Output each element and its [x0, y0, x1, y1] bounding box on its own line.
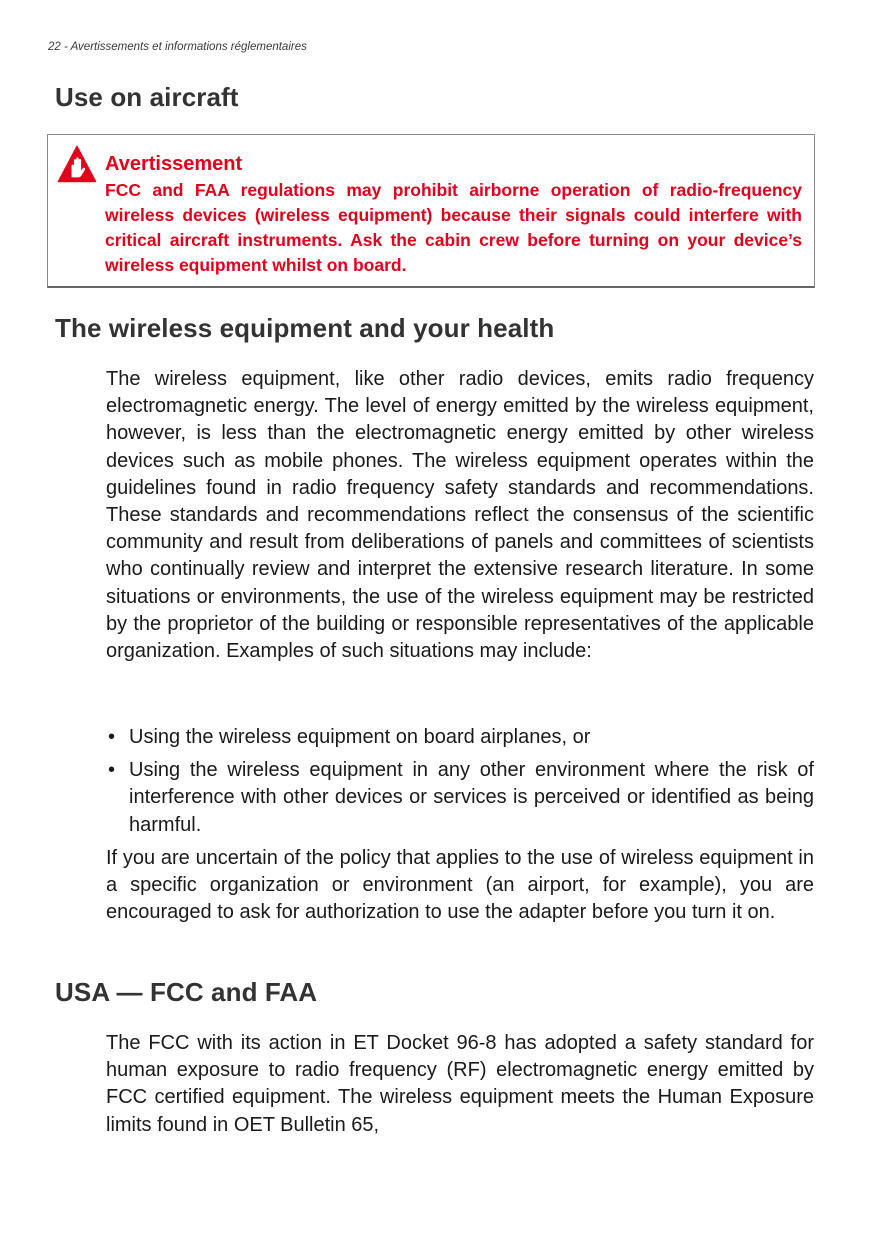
bullet-text: Using the wireless equipment in any other environment where the risk of interference with other devices or services is perceived or identified as being harmful. — [129, 759, 814, 836]
warning-title: Avertissement — [105, 153, 243, 175]
health-paragraph-2: If you are uncertain of the policy that applies to the use of wireless equipment in a specific organization or environment (an airport, for example), you are encouraged to ask for authorization to use the adapter before you turn it on. — [106, 847, 814, 924]
health-bullet-list — [106, 724, 814, 845]
heading-usa-fcc-faa: USA — FCC and FAA — [55, 977, 318, 1007]
bullet-mark: • — [108, 759, 116, 782]
heading-use-on-aircraft: Use on aircraft — [55, 82, 239, 112]
page-running-header: 22 - Avertissements et informations réglementaires — [48, 41, 307, 53]
list-item — [106, 724, 814, 751]
health-paragraph-1: The wireless equipment, like other radio devices, emits radio frequency electromagnetic energy. The level of energy emitted by the wireless equipment, however, is less than the electromagnetic energy emitted by other wireless devices such as mobile phones. The wireless equipment operates within the guidelines found in radio frequency safety standards and recommendations. These standards and recommendations reflect the consensus of the scientific community and result from deliberations of panels and committees of scientists who continually review and interpret the extensive research literature. In some situations or environments, the use of the wireless equipment may be restricted by the proprietor of the building or responsible representatives of the applicable organization. Examples of such situations may include: — [106, 368, 814, 663]
warning-box — [47, 134, 815, 288]
heading-wireless-health: The wireless equipment and your health — [55, 313, 555, 343]
usa-paragraph-1: The FCC with its action in ET Docket 96-8 has adopted a safety standard for human exposure to radio frequency (RF) electromagnetic energy emitted by FCC certified equipment. The wireless equipment meets the Human Exposure limits found in OET Bulletin 65, — [106, 1032, 814, 1136]
bullet-mark: • — [108, 726, 116, 748]
warning-hand-icon — [57, 145, 97, 183]
list-item — [106, 757, 814, 839]
bullet-text: Using the wireless equipment on board airplanes, or — [129, 726, 591, 748]
warning-text: FCC and FAA regulations may prohibit airborne operation of radio-frequency wireless devices (wireless equipment) because their signals could interfere with critical aircraft instruments. Ask the cabin crew before turning on your device’s wireless equipment whilst on board. — [105, 180, 802, 275]
